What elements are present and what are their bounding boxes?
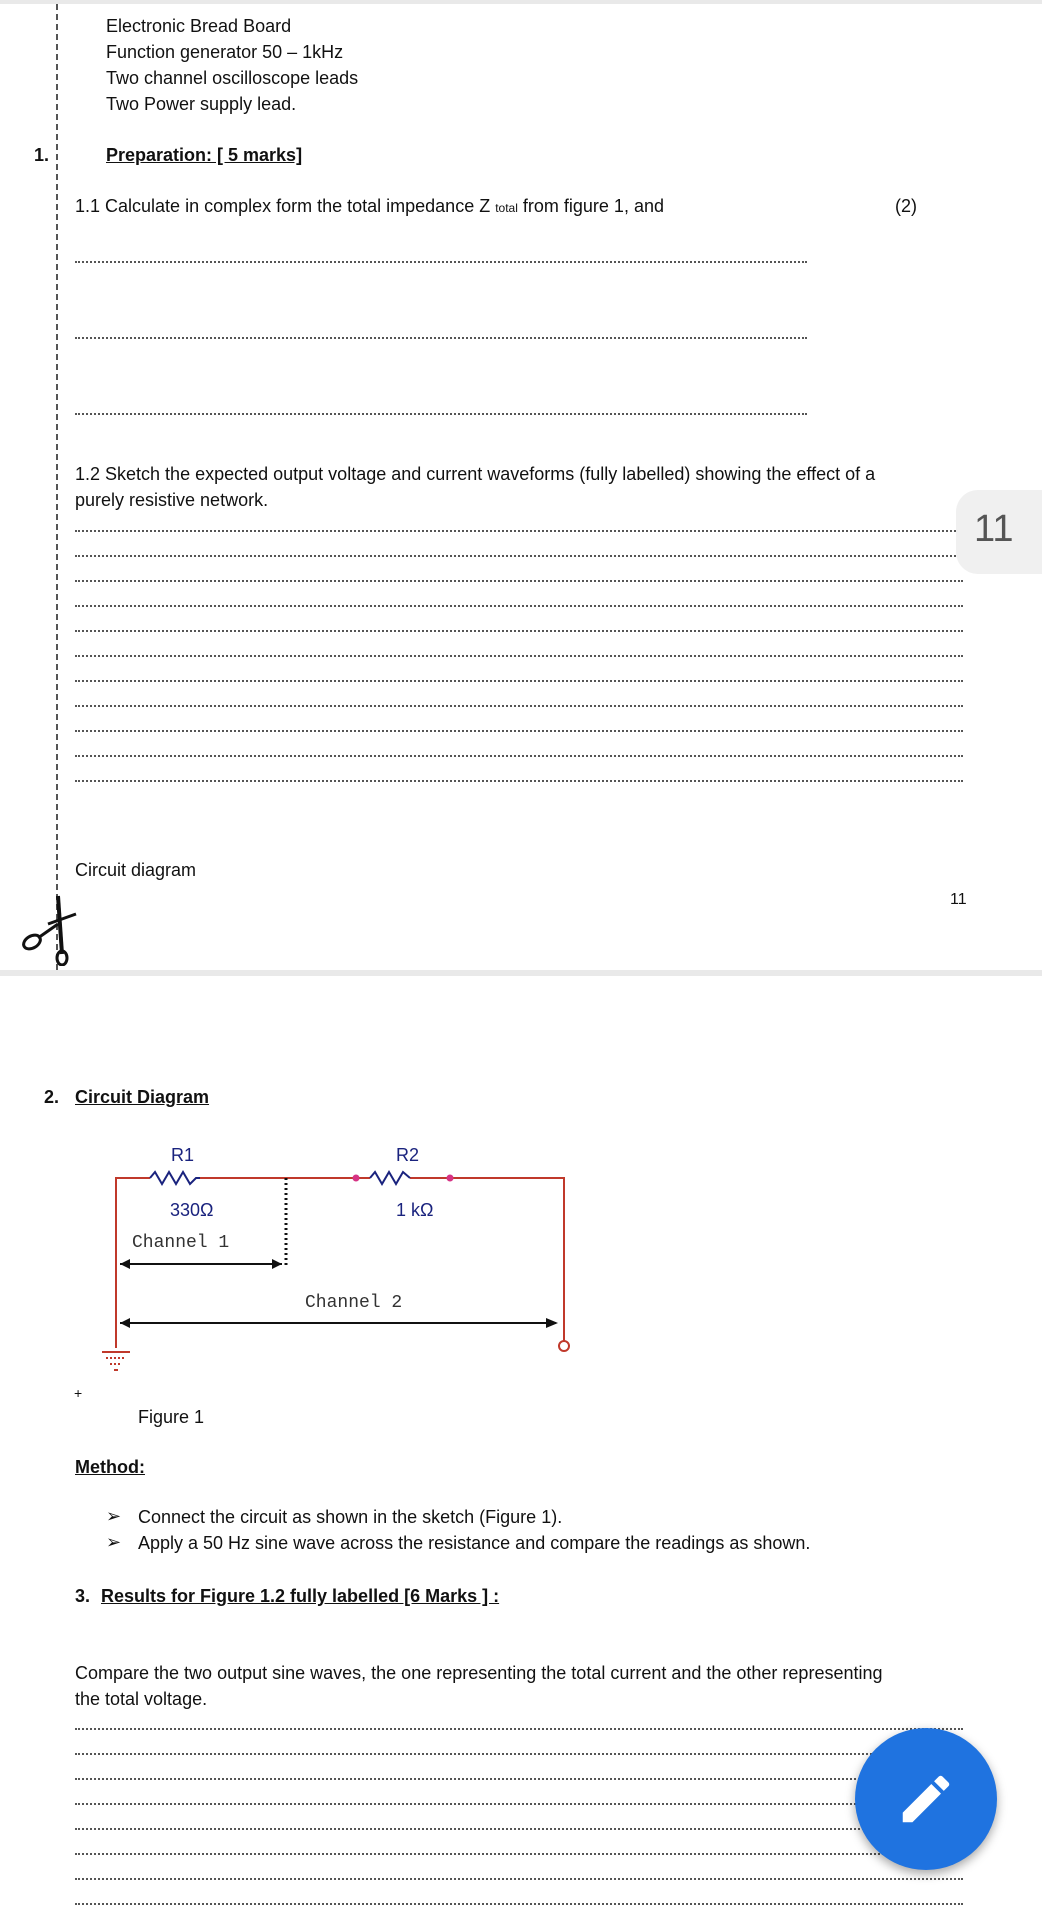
equipment-item: Two channel oscilloscope leads: [106, 68, 359, 88]
page-indicator-tab[interactable]: [956, 490, 1042, 574]
compare-text-line-2: the total voltage.: [75, 1689, 208, 1709]
page-indicator-number: 11: [974, 508, 1014, 550]
arrow-head: [120, 1318, 130, 1328]
answer-line: [75, 1778, 963, 1780]
terminal-icon: [559, 1341, 569, 1351]
plus-sign: +: [74, 1385, 83, 1401]
section-heading: Circuit Diagram: [75, 1087, 210, 1107]
pencil-icon: [895, 1768, 957, 1830]
answer-line: [75, 705, 963, 707]
method-heading: Method:: [75, 1457, 145, 1477]
equipment-item: Function generator 50 – 1kHz: [106, 42, 344, 62]
section-heading: Results for Figure 1.2 fully labelled [6 Marks ] :: [101, 1586, 500, 1606]
answer-line: [75, 413, 807, 415]
answer-line: [75, 780, 963, 782]
answer-line: [75, 1853, 963, 1855]
node-dot: [447, 1175, 454, 1182]
bullet-arrow-icon: ➢: [106, 1532, 122, 1552]
answer-line: [75, 1828, 963, 1830]
question-1-2-line-2: purely resistive network.: [75, 490, 269, 510]
resistor-r2-symbol: [370, 1172, 410, 1184]
section-number: 1.: [34, 145, 50, 165]
section-heading: Preparation: [ 5 marks]: [106, 145, 303, 165]
arrow-head: [272, 1259, 282, 1269]
answer-line: [75, 1903, 963, 1905]
circuit-diagram-label: Circuit diagram: [75, 860, 197, 880]
node-dot: [353, 1175, 360, 1182]
answer-line: [75, 605, 963, 607]
document-page-1: [0, 4, 1042, 970]
r2-value: 1 kΩ: [396, 1200, 434, 1220]
channel2-label: Channel 2: [305, 1293, 403, 1313]
equipment-item: Two Power supply lead.: [106, 94, 297, 114]
channel1-label: Channel 1: [132, 1233, 230, 1253]
page-number: 11: [950, 891, 967, 908]
compare-text-line-1: Compare the two output sine waves, the one representing the total current and the other representing: [75, 1663, 883, 1683]
edit-fab-button[interactable]: [855, 1728, 997, 1870]
resistor-r1-symbol: [150, 1172, 200, 1184]
answer-line: [75, 1753, 963, 1755]
arrow-head: [120, 1259, 130, 1269]
question-1-2-line-1: 1.2 Sketch the expected output voltage and current waveforms (fully labelled) showing the effect of a: [75, 464, 876, 484]
answer-line: [75, 730, 963, 732]
scissors-icon: [18, 894, 80, 966]
figure-caption: Figure 1: [138, 1407, 205, 1427]
answer-line: [75, 1878, 963, 1880]
answer-line: [75, 680, 963, 682]
arrow-head: [546, 1318, 558, 1328]
question-1-1: 1.1 Calculate in complex form the total impedance Z total from figure 1, and: [75, 196, 664, 216]
section-number: 2.: [44, 1087, 60, 1107]
answer-line: [75, 1728, 963, 1730]
answer-line: [75, 580, 963, 582]
bullet-arrow-icon: ➢: [106, 1506, 122, 1526]
answer-line: [75, 655, 963, 657]
answer-line: [75, 337, 807, 339]
answer-line: [75, 630, 963, 632]
answer-line: [75, 261, 807, 263]
question-marks: (2): [895, 196, 917, 216]
cut-line: [56, 4, 58, 970]
r1-value: 330Ω: [170, 1200, 214, 1220]
ground-icon: [102, 1352, 130, 1370]
answer-line: [75, 530, 963, 532]
method-item: Connect the circuit as shown in the sketch (Figure 1).: [138, 1507, 563, 1527]
r2-label: R2: [396, 1145, 420, 1165]
answer-line: [75, 1803, 963, 1805]
r1-label: R1: [171, 1145, 195, 1165]
method-item: Apply a 50 Hz sine wave across the resistance and compare the readings as shown.: [138, 1533, 811, 1553]
answer-line: [75, 755, 963, 757]
equipment-item: Electronic Bread Board: [106, 16, 292, 36]
section-number: 3.: [75, 1586, 91, 1606]
answer-line: [75, 555, 963, 557]
